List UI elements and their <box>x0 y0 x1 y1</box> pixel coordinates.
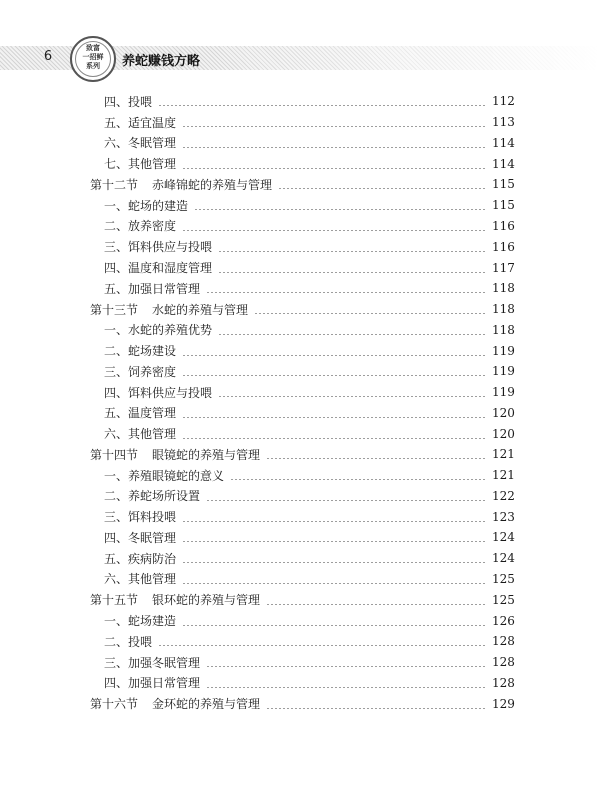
dot-leader <box>158 636 486 646</box>
dot-leader <box>278 179 486 189</box>
toc-item-row[interactable] <box>90 486 514 507</box>
page-reference: 115 <box>492 198 515 213</box>
toc-item-label: 五、适宜温度 <box>104 115 177 130</box>
toc-item-row[interactable] <box>90 236 514 257</box>
toc-item-row[interactable] <box>90 133 514 154</box>
page-reference: 124 <box>492 551 515 566</box>
section-number: 第十二节 <box>90 177 139 192</box>
page-reference: 125 <box>492 592 515 607</box>
toc-item-label: 一、水蛇的养殖优势 <box>104 323 213 338</box>
section-title: 金环蛇的养殖与管理 <box>152 697 261 712</box>
toc-item-label: 三、饵料投喂 <box>104 510 177 525</box>
toc-item-row[interactable] <box>90 361 514 382</box>
dot-leader <box>182 553 486 563</box>
dot-leader <box>182 346 486 356</box>
dot-leader <box>182 532 486 542</box>
section-title: 银环蛇的养殖与管理 <box>152 593 261 608</box>
toc-item-row[interactable] <box>90 569 514 590</box>
toc-item-label: 一、养殖眼镜蛇的意义 <box>104 468 225 483</box>
dot-leader <box>182 159 486 169</box>
book-title: 养蛇赚钱方略 <box>122 54 201 69</box>
toc-section-row[interactable] <box>90 299 514 320</box>
toc-item-label: 六、其他管理 <box>104 572 177 587</box>
dot-leader <box>206 678 486 688</box>
dot-leader <box>182 616 486 626</box>
section-number: 第十三节 <box>90 302 139 317</box>
toc-item-row[interactable] <box>90 610 514 631</box>
page-reference: 120 <box>492 426 515 441</box>
page-reference: 117 <box>492 260 515 275</box>
table-of-contents <box>90 91 514 714</box>
toc-item-row[interactable] <box>90 631 514 652</box>
page-reference: 116 <box>492 239 515 254</box>
toc-item-row[interactable] <box>90 548 514 569</box>
toc-item-label: 三、加强冬眠管理 <box>104 655 201 670</box>
toc-item-row[interactable] <box>90 465 514 486</box>
page-reference: 118 <box>492 302 515 317</box>
dot-leader <box>230 470 486 480</box>
page-reference: 119 <box>492 343 515 358</box>
toc-item-label: 二、养蛇场所设置 <box>104 489 201 504</box>
toc-item-row[interactable] <box>90 423 514 444</box>
toc-item-label: 二、投喂 <box>104 634 153 649</box>
page-reference: 116 <box>492 218 515 233</box>
page-reference: 115 <box>492 177 515 192</box>
toc-section-row[interactable] <box>90 444 514 465</box>
page-reference: 119 <box>492 364 515 379</box>
page-reference: 118 <box>492 322 515 337</box>
toc-item-label: 三、饲养密度 <box>104 364 177 379</box>
toc-item-label: 四、投喂 <box>104 94 153 109</box>
toc-item-row[interactable] <box>90 216 514 237</box>
section-title: 水蛇的养殖与管理 <box>152 302 249 317</box>
badge-line: 系列 <box>86 62 100 70</box>
section-number: 第十六节 <box>90 697 139 712</box>
section-title: 赤峰锦蛇的养殖与管理 <box>152 177 273 192</box>
dot-leader <box>218 325 486 335</box>
page-reference: 122 <box>492 488 515 503</box>
dot-leader <box>182 429 486 439</box>
dot-leader <box>254 304 486 314</box>
toc-item-row[interactable] <box>90 319 514 340</box>
toc-item-row[interactable] <box>90 652 514 673</box>
page-reference: 126 <box>492 613 515 628</box>
toc-item-row[interactable] <box>90 340 514 361</box>
page-reference: 114 <box>492 135 515 150</box>
badge-line: 一招鲜 <box>82 53 104 61</box>
page-reference: 121 <box>492 447 515 462</box>
toc-item-label: 三、饵料供应与投喂 <box>104 240 213 255</box>
toc-item-row[interactable] <box>90 112 514 133</box>
dot-leader <box>182 138 486 148</box>
header-band-fade <box>200 46 600 70</box>
toc-item-label: 四、饵料供应与投喂 <box>104 385 213 400</box>
toc-item-label: 二、放养密度 <box>104 219 177 234</box>
section-title: 眼镜蛇的养殖与管理 <box>152 447 261 462</box>
page-reference: 113 <box>492 115 515 130</box>
dot-leader <box>206 657 486 667</box>
toc-item-label: 六、冬眠管理 <box>104 136 177 151</box>
toc-section-row[interactable] <box>90 174 514 195</box>
toc-item-row[interactable] <box>90 278 514 299</box>
page-reference: 121 <box>492 468 515 483</box>
page-reference: 119 <box>492 385 515 400</box>
dot-leader <box>266 595 486 605</box>
page-reference: 125 <box>492 571 515 586</box>
toc-item-label: 二、蛇场建设 <box>104 344 177 359</box>
page-reference: 129 <box>492 696 515 711</box>
toc-section-row[interactable] <box>90 693 514 714</box>
page-reference: 124 <box>492 530 515 545</box>
page-header <box>0 0 600 80</box>
toc-item-row[interactable] <box>90 506 514 527</box>
toc-item-label: 五、疾病防治 <box>104 551 177 566</box>
dot-leader <box>182 512 486 522</box>
page-number: 6 <box>43 49 53 64</box>
section-number: 第十四节 <box>90 447 139 462</box>
toc-section-row[interactable] <box>90 589 514 610</box>
toc-item-label: 一、蛇场建造 <box>104 614 177 629</box>
dot-leader <box>182 366 486 376</box>
toc-item-label: 五、加强日常管理 <box>104 281 201 296</box>
toc-item-label: 四、冬眠管理 <box>104 530 177 545</box>
toc-item-label: 五、温度管理 <box>104 406 177 421</box>
dot-leader <box>182 117 486 127</box>
toc-item-label: 四、温度和湿度管理 <box>104 261 213 275</box>
toc-item-row[interactable] <box>90 402 514 423</box>
page-reference: 128 <box>492 634 515 649</box>
dot-leader <box>266 699 486 709</box>
toc-item-label: 七、其他管理 <box>104 157 177 172</box>
toc-item-label: 六、其他管理 <box>104 427 177 442</box>
dot-leader <box>266 449 486 459</box>
dot-leader <box>158 96 486 106</box>
toc-item-row[interactable] <box>90 527 514 548</box>
toc-item-label: 四、加强日常管理 <box>104 676 201 691</box>
badge-line: 致富 <box>86 44 100 52</box>
dot-leader <box>182 574 486 584</box>
page-reference: 120 <box>492 405 515 420</box>
toc-item-row[interactable] <box>90 382 514 403</box>
dot-leader <box>194 200 486 210</box>
toc-item-label: 一、蛇场的建造 <box>104 198 189 213</box>
dot-leader <box>218 263 486 273</box>
page-reference: 112 <box>492 94 515 109</box>
dot-leader <box>206 283 486 293</box>
page-reference: 128 <box>492 675 515 690</box>
section-number: 第十五节 <box>90 593 139 608</box>
page-reference: 114 <box>492 156 515 171</box>
toc-item-row[interactable] <box>90 153 514 174</box>
toc-item-row[interactable] <box>90 195 514 216</box>
page-reference: 128 <box>492 655 515 670</box>
page-reference: 123 <box>492 509 515 524</box>
series-badge <box>70 36 116 82</box>
dot-leader <box>218 387 486 397</box>
toc-item-row[interactable] <box>90 672 514 693</box>
dot-leader <box>182 221 486 231</box>
dot-leader <box>206 491 486 501</box>
dot-leader <box>218 242 486 252</box>
page-reference: 118 <box>492 281 515 296</box>
toc-item-row[interactable] <box>90 91 514 112</box>
dot-leader <box>182 408 486 418</box>
toc-item-row[interactable] <box>90 257 514 278</box>
